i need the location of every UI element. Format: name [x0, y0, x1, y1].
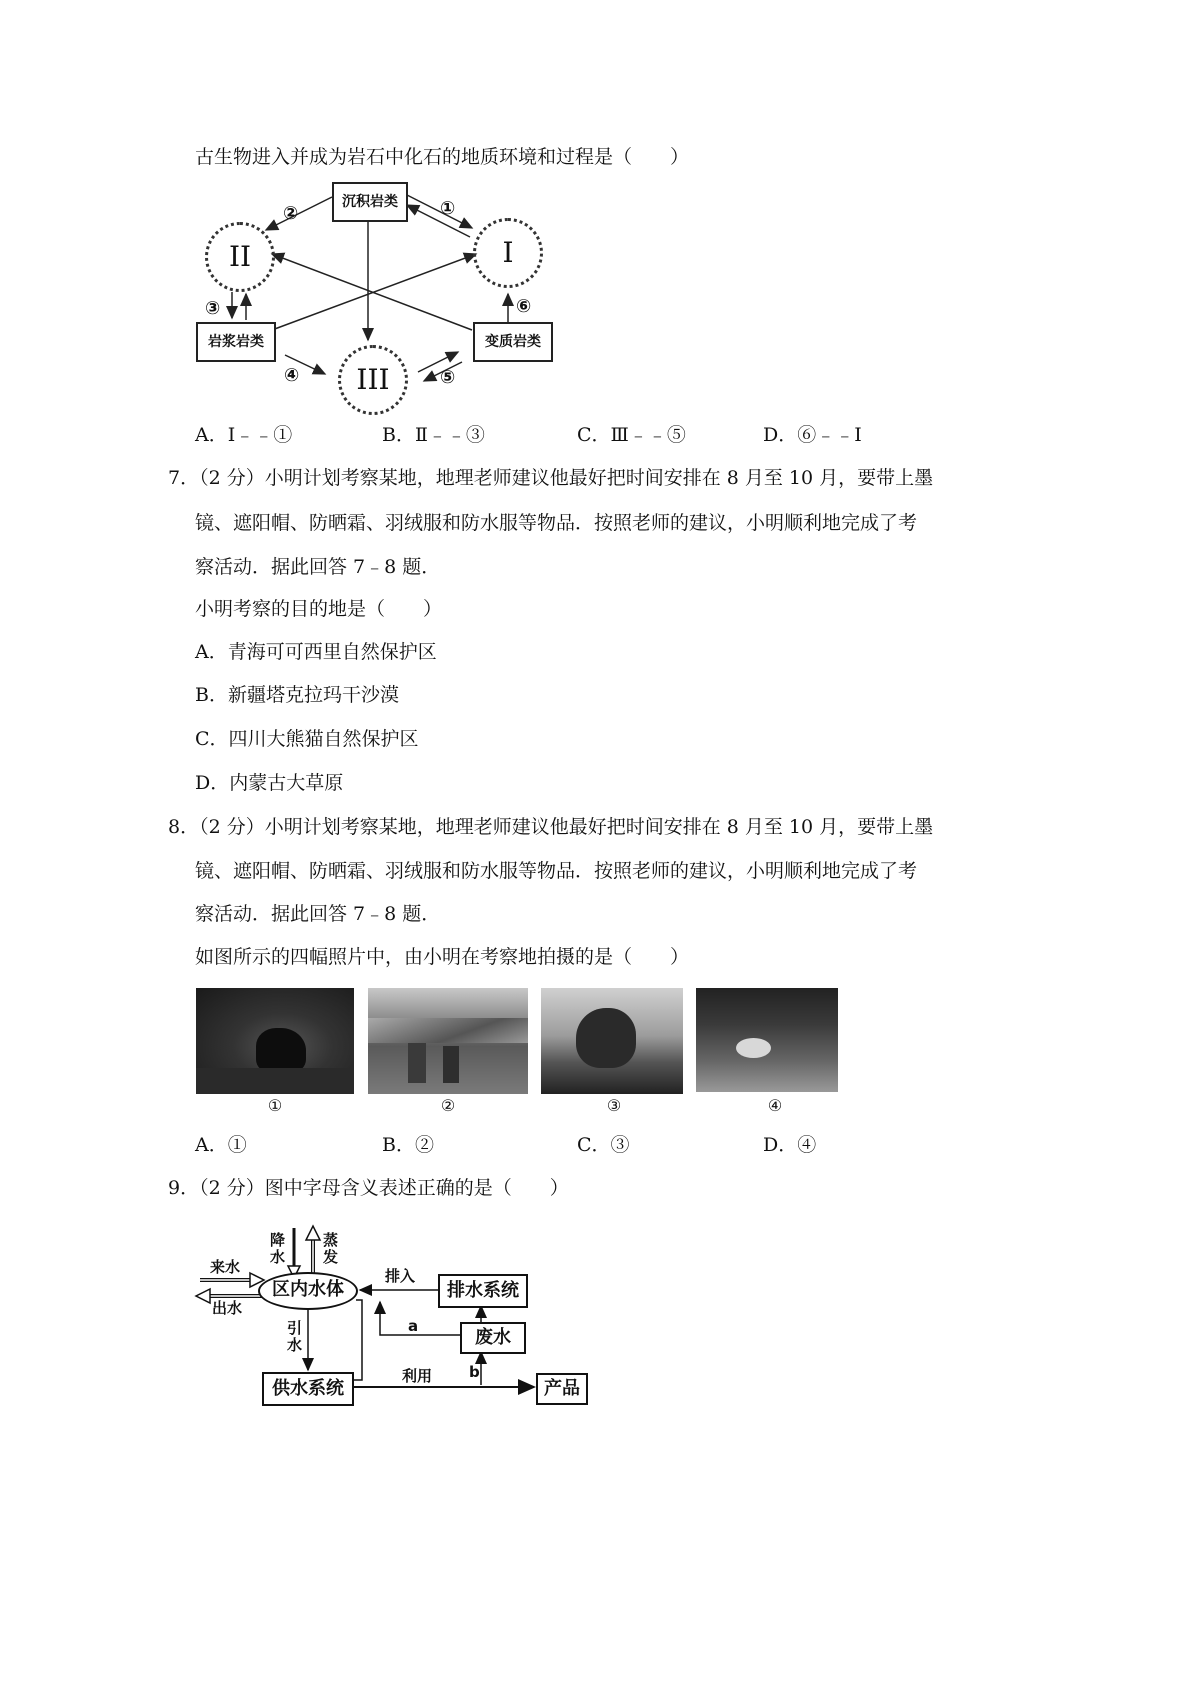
label-use: 利用	[402, 1367, 433, 1385]
q6-stem: 古生物进入并成为岩石中化石的地质环境和过程是（ ）	[195, 146, 690, 168]
product-box: 产品	[536, 1373, 588, 1405]
metamorphic-rock-box: 变质岩类	[473, 322, 553, 362]
wastewater-box: 废水	[460, 1322, 526, 1354]
q7-option-a[interactable]: A．青海可可西里自然保护区	[195, 641, 437, 663]
q7-line-2: 镜、遮阳帽、防晒霜、羽绒服和防水服等物品．按照老师的建议，小明顺利地完成了考	[195, 512, 918, 534]
circle-II: II	[205, 222, 275, 292]
drainage-system-box: 排水系统	[438, 1274, 528, 1308]
label-a: a	[408, 1317, 419, 1335]
q8-line-1: 8．（2 分）小明计划考察某地，地理老师建议他最好把时间安排在 8 月至 10 月，要带上墨	[168, 816, 934, 838]
label-precipitation: 降水	[270, 1231, 286, 1266]
photo-caption-4: ④	[767, 1096, 783, 1115]
q7-line-3: 察活动．据此回答 7﹣8 题．	[195, 556, 441, 578]
arrow-label-6: ⑥	[516, 296, 532, 317]
q8-option-c[interactable]: C．③	[577, 1134, 630, 1156]
q8-line-3: 察活动．据此回答 7﹣8 题．	[195, 903, 441, 925]
q6-option-b[interactable]: B．Ⅱ﹣﹣③	[382, 424, 485, 446]
arrow-label-1: ①	[440, 198, 456, 219]
label-evaporation: 蒸发	[323, 1231, 339, 1266]
photo-caption-2: ②	[440, 1096, 456, 1115]
label-outflow: 出水	[212, 1299, 243, 1317]
water-body-ellipse: 区内水体	[258, 1272, 358, 1310]
label-divert: 引水	[287, 1319, 303, 1354]
photo-caption-1: ①	[267, 1096, 283, 1115]
sedimentary-rock-box: 沉积岩类	[332, 182, 408, 222]
q7-line-1: 7．（2 分）小明计划考察某地，地理老师建议他最好把时间安排在 8 月至 10 月，要带上墨	[168, 467, 934, 489]
q6-option-c[interactable]: C．Ⅲ﹣﹣⑤	[577, 424, 686, 446]
label-b: b	[469, 1363, 480, 1381]
photo-caption-3: ③	[606, 1096, 622, 1115]
arrow-label-2: ②	[283, 203, 299, 224]
q9-stem: 9．（2 分）图中字母含义表述正确的是（ ）	[168, 1177, 569, 1199]
q7-question: 小明考察的目的地是（ ）	[195, 598, 443, 620]
q6-option-d[interactable]: D．⑥﹣﹣I	[763, 424, 862, 446]
q8-option-d[interactable]: D．④	[763, 1134, 817, 1156]
q7-option-d[interactable]: D．内蒙古大草原	[195, 772, 344, 794]
supply-system-box: 供水系统	[262, 1372, 354, 1406]
q7-option-b[interactable]: B．新疆塔克拉玛干沙漠	[195, 684, 399, 706]
q8-option-b[interactable]: B．②	[382, 1134, 434, 1156]
label-inflow: 来水	[210, 1258, 241, 1276]
q8-option-a[interactable]: A．①	[195, 1134, 247, 1156]
circle-III: III	[338, 345, 408, 415]
q7-option-c[interactable]: C．四川大熊猫自然保护区	[195, 728, 419, 750]
circle-I: I	[473, 218, 543, 288]
q8-line-2: 镜、遮阳帽、防晒霜、羽绒服和防水服等物品．按照老师的建议，小明顺利地完成了考	[195, 860, 918, 882]
arrow-label-3: ③	[205, 298, 221, 319]
magmatic-rock-box: 岩浆岩类	[196, 322, 276, 362]
label-discharge: 排入	[385, 1267, 416, 1285]
q6-option-a[interactable]: A．I﹣﹣①	[195, 424, 293, 446]
q8-question: 如图所示的四幅照片中，由小明在考察地拍摄的是（ ）	[195, 946, 690, 968]
arrow-label-4: ④	[284, 365, 300, 386]
arrow-label-5: ⑤	[440, 367, 456, 388]
